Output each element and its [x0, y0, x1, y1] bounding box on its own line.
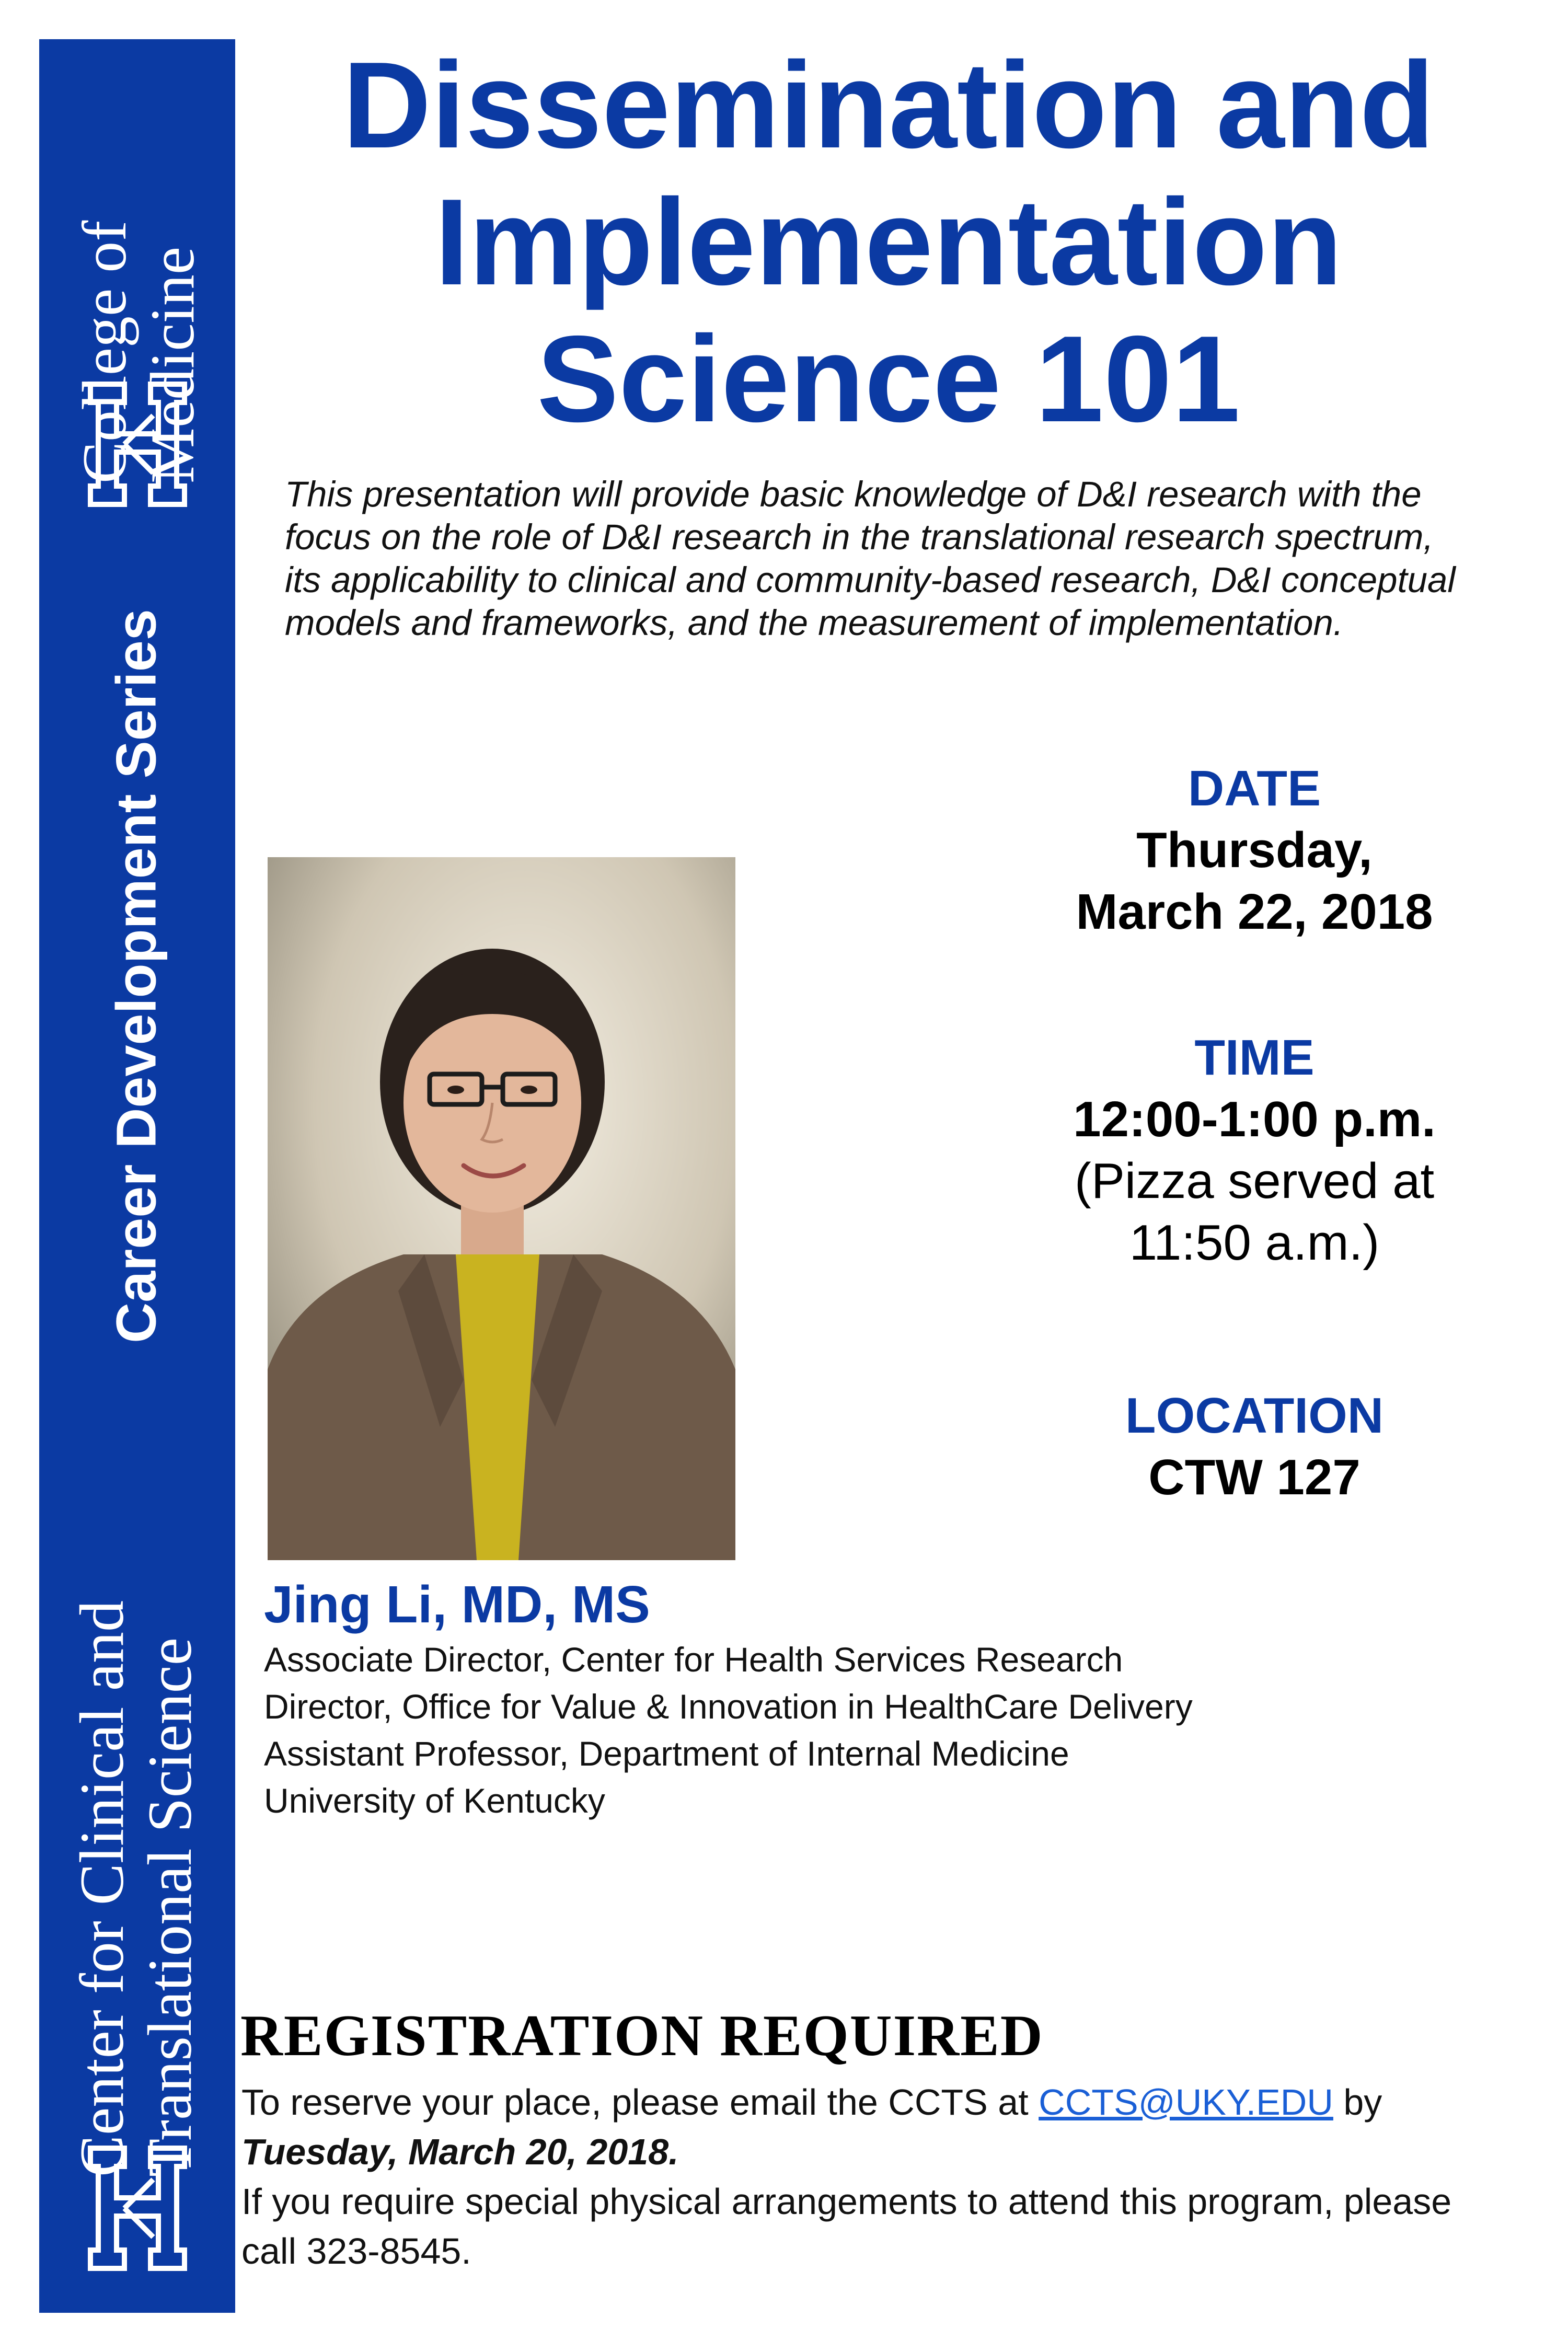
registration-info: [241, 2078, 1538, 2276]
speaker-titles: [264, 1636, 1193, 1824]
registration-heading: REGISTRATION REQUIRED: [240, 2003, 1044, 2068]
date-label: DATE: [1187, 760, 1321, 816]
registration-deadline: Tuesday, March 20, 2018.: [241, 2131, 679, 2172]
registration-text: by: [1333, 2082, 1382, 2123]
time-block: [993, 1027, 1516, 1274]
speaker-name: Jing Li, MD, MS: [264, 1575, 650, 1634]
speaker-title-line: Associate Director, Center for Health Services Research: [264, 1640, 1123, 1679]
description-line: This presentation will provide basic knowledge of D&I research with the: [285, 474, 1422, 514]
speaker-title-line: Assistant Professor, Department of Internal Medicine: [264, 1734, 1069, 1773]
time-value: 12:00-1:00 p.m.: [1073, 1091, 1436, 1147]
center-line2: Translational Science: [135, 1637, 204, 2177]
center-line1: Center for Clinical and: [67, 1600, 136, 2177]
uk-logo-icon: [75, 374, 200, 515]
career-development-series: Career Development Series: [104, 609, 168, 1343]
college-line2: Medicine: [137, 246, 207, 483]
location-label: LOCATION: [1125, 1388, 1384, 1444]
title-line1: Dissemination and: [342, 36, 1435, 174]
description-line: models and frameworks, and the measurement of implementation.: [285, 603, 1343, 643]
email-link[interactable]: CCTS@UKY.EDU: [1039, 2082, 1333, 2123]
time-note-line2: 11:50 a.m.): [1129, 1215, 1380, 1271]
registration-line1: [241, 2078, 1538, 2127]
description-line: its applicability to clinical and community-based research, D&I conceptual: [285, 560, 1456, 600]
time-note-line1: (Pizza served at: [1074, 1153, 1435, 1209]
location-block: [993, 1385, 1516, 1508]
location-value: CTW 127: [1148, 1449, 1361, 1505]
title-line3: Science 101: [537, 310, 1240, 447]
time-label: TIME: [1194, 1030, 1315, 1086]
accommodation-line2: call 323-8545.: [241, 2231, 471, 2272]
description-line: focus on the role of D&I research in the translational research spectrum,: [285, 517, 1434, 557]
speaker-affiliation: University of Kentucky: [264, 1781, 605, 1820]
title-line2: Implementation: [434, 173, 1343, 310]
registration-text: To reserve your place, please email the CCTS at: [241, 2082, 1039, 2123]
speaker-photo: [268, 857, 735, 1560]
page-title: [251, 37, 1526, 447]
sidebar-banner: [39, 39, 235, 2313]
ccts-wordmark: [68, 1487, 204, 2177]
date-weekday: Thursday,: [1136, 822, 1373, 878]
accommodation-line1: If you require special physical arrangements to attend this program, please: [241, 2181, 1452, 2222]
date-block: [993, 758, 1516, 943]
date-value: March 22, 2018: [1076, 884, 1433, 940]
description: [285, 473, 1550, 644]
uk-logo-icon: [75, 2138, 200, 2279]
college-line1: College of: [70, 220, 139, 483]
speaker-title-line: Director, Office for Value & Innovation in HealthCare Delivery: [264, 1687, 1193, 1726]
